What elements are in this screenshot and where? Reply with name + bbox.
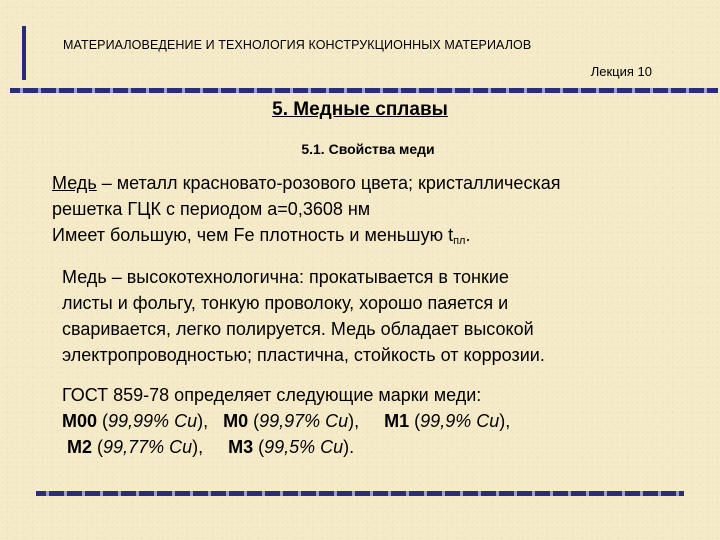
paragraph-technology — [62, 264, 692, 368]
grade-purity: 99,99% Cu — [108, 411, 198, 431]
period: . — [465, 225, 471, 245]
header-accent-bar — [22, 26, 26, 80]
definition-line-2: решетка ГЦК с периодом а=0,3608 нм — [52, 199, 371, 219]
grade-name: М3 — [228, 437, 254, 457]
grade-name: М2 — [67, 437, 93, 457]
paragraph-grades — [62, 382, 692, 460]
technology-line-4: электропроводностью; пластична, стойкость от коррозии. — [62, 345, 545, 365]
technology-line-1: Медь – высокотехнологична: прокатывается в тонкие — [62, 267, 509, 287]
grade-purity: 99,5% Cu — [264, 437, 344, 457]
grade-purity: 99,77% Cu — [103, 437, 193, 457]
grade-name: М1 — [384, 411, 410, 431]
definition-text: – металл красновато-розового цвета; кристаллическая — [96, 173, 561, 193]
grades-line-1: М00 (99,99% Cu), М0 (99,97% Cu), М1 (99,9% Cu), — [62, 411, 511, 431]
grades-intro: ГОСТ 859-78 определяет следующие марки меди: — [62, 385, 482, 405]
subsection-title: 5.1. Свойства меди — [301, 141, 435, 157]
melting-subscript: пл — [453, 235, 466, 247]
definition-line-3 — [52, 222, 692, 254]
section-title: 5. Медные сплавы — [272, 99, 448, 120]
bottom-divider — [36, 491, 684, 496]
lecture-label: Лекция 10 — [590, 64, 652, 79]
grade-name: М00 — [62, 411, 98, 431]
grade-purity: 99,97% Cu — [259, 411, 349, 431]
grade-name: М0 — [223, 411, 249, 431]
top-divider — [10, 88, 718, 93]
paragraph-copper-definition — [52, 170, 692, 254]
technology-line-2: листы и фольгу, тонкую проволоку, хорошо паяется и — [62, 293, 509, 313]
grades-line-2: М2 (99,77% Cu), М3 (99,5% Cu). — [67, 437, 355, 457]
grade-purity: 99,9% Cu — [420, 411, 500, 431]
term-copper: Медь — [52, 173, 97, 193]
course-title: МАТЕРИАЛОВЕДЕНИЕ И ТЕХНОЛОГИЯ КОНСТРУКЦИОННЫХ МАТЕРИАЛОВ — [63, 38, 532, 52]
technology-line-3: сваривается, легко полируется. Медь обладает высокой — [62, 319, 534, 339]
definition-line-1 — [52, 170, 692, 196]
density-text: Имеет большую, чем Fe плотность и меньшую t — [52, 225, 454, 245]
